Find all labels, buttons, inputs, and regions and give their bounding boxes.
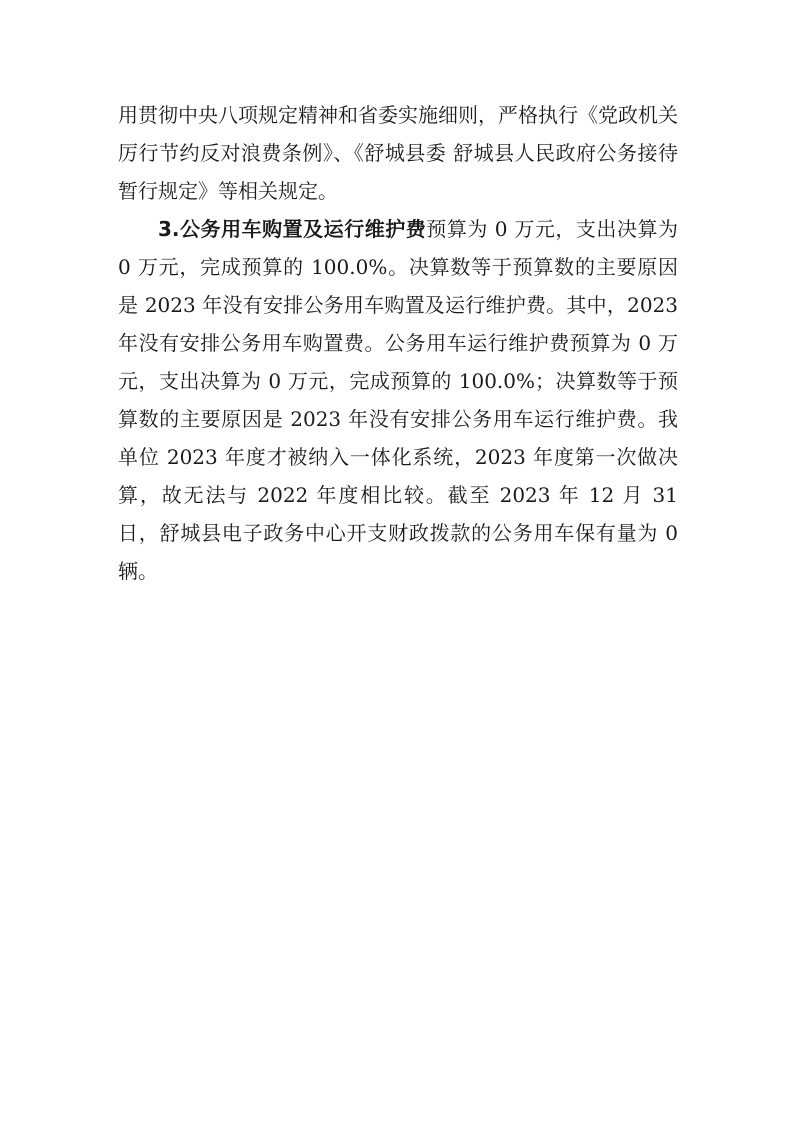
paragraph-reception-rules	[118, 96, 678, 210]
paragraph-vehicle-expenses	[118, 210, 678, 590]
document-body	[118, 96, 678, 590]
paragraph-text: 预算为 0 万元，支出决算为 0 万元，完成预算的 100.0%。决算数等于预算数的主要原因是 2023 年没有安排公务用车购置及运行维护费。其中，2023 年没有安排公务用车购置费。公务用车运行维护费预算为 0 万元，支出决算为 0 万元，完成预算的 100.0%；决算数等于预算数的主要原因是 2023 年没有安排公务用车运行维护费。我单位 2023 年度才被纳入一体化系统，2023 年度第一次做决算，故无法与 2022 年度相比较。截至 2023 年 12 月 31 日，舒城县电子政务中心开支财政拨款的公务用车保有量为 0 辆。	[118, 217, 678, 583]
paragraph-text: 用贯彻中央八项规定精神和省委实施细则，严格执行《党政机关厉行节约反对浪费条例》、《舒城县委 舒城县人民政府公务接待暂行规定》等相关规定。	[118, 103, 678, 203]
section-heading-vehicle: 3.公务用车购置及运行维护费	[158, 217, 427, 241]
